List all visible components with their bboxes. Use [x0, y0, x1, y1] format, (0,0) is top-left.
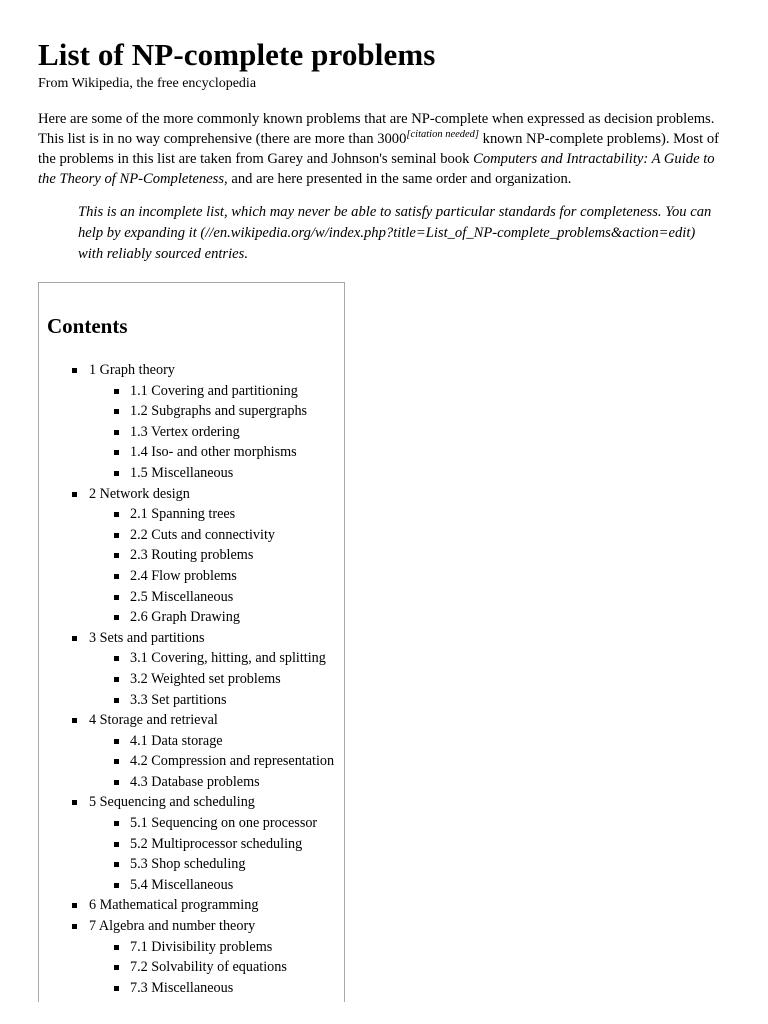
- toc-subsection-link[interactable]: 7.3 Miscellaneous: [130, 979, 234, 996]
- bullet-icon: [114, 986, 119, 991]
- toc-subsection-list: [89, 813, 336, 895]
- bullet-icon: [114, 389, 119, 394]
- bullet-icon: [114, 409, 119, 414]
- toc-subsection-list: [89, 504, 336, 628]
- toc-section: [47, 895, 336, 916]
- bullet-icon: [72, 718, 77, 723]
- toc-section: [47, 792, 336, 895]
- bullet-icon: [114, 512, 119, 517]
- bullet-icon: [114, 780, 119, 785]
- incomplete-list-notice: This is an incomplete list, which may never be able to satisfy particular standards for completeness. You can help by expanding it (//en.wikipedia.org/w/index.php?title=List_of_NP-complete_problems&action=edit) with reliably sourced entries.: [78, 204, 712, 262]
- toc-subsection: [89, 937, 336, 958]
- toc-subsection-link[interactable]: 3.3 Set partitions: [130, 691, 227, 708]
- toc-subsection: [89, 978, 336, 999]
- toc-subsection: [89, 875, 336, 896]
- bullet-icon: [114, 450, 119, 455]
- toc-subsection: [89, 607, 336, 628]
- toc-section-link[interactable]: 7 Algebra and number theory: [89, 918, 256, 935]
- toc-subsection: [89, 772, 336, 793]
- toc-subsection: [89, 731, 336, 752]
- toc-subsection-link[interactable]: 2.1 Spanning trees: [130, 506, 236, 523]
- toc-subsection-list: [89, 648, 336, 710]
- toc-section-link[interactable]: 5 Sequencing and scheduling: [89, 794, 255, 811]
- toc-heading: Contents: [47, 314, 128, 338]
- bullet-icon: [114, 656, 119, 661]
- bullet-icon: [114, 533, 119, 538]
- toc-section: [47, 628, 336, 710]
- toc-section-link[interactable]: 1 Graph theory: [89, 362, 175, 378]
- intro-paragraph: [38, 109, 728, 189]
- toc-subsection: [89, 813, 336, 834]
- toc-subsection: [89, 566, 336, 587]
- bullet-icon: [114, 677, 119, 682]
- toc-subsection: [89, 504, 336, 525]
- bullet-icon: [114, 471, 119, 476]
- toc-subsection-link[interactable]: 3.1 Covering, hitting, and splitting: [130, 650, 326, 667]
- bullet-icon: [114, 842, 119, 847]
- bullet-icon: [72, 492, 77, 497]
- toc-subsection-link[interactable]: 3.2 Weighted set problems: [130, 670, 281, 687]
- toc-subsection: [89, 422, 336, 443]
- bullet-icon: [114, 965, 119, 970]
- toc-section: [47, 916, 336, 998]
- bullet-icon: [114, 862, 119, 867]
- toc-subsection-list: [89, 937, 336, 999]
- toc-subsection: [89, 401, 336, 422]
- toc-subsection-link[interactable]: 1.1 Covering and partitioning: [130, 382, 298, 399]
- toc-section: [47, 710, 336, 792]
- bullet-icon: [114, 615, 119, 620]
- toc-subsection-link[interactable]: 7.1 Divisibility problems: [130, 938, 273, 955]
- toc-subsection: [89, 648, 336, 669]
- page-title: List of NP-complete problems: [38, 37, 436, 72]
- book-title: Computers and Intractability: A Guide to the Theory of NP-Completeness: [38, 151, 715, 187]
- table-of-contents: [38, 282, 345, 1002]
- intro-text-3: , and are here presented in the same order and organization.: [224, 171, 572, 187]
- toc-subsection-link[interactable]: 1.4 Iso- and other morphisms: [130, 444, 297, 461]
- toc-section-link[interactable]: 3 Sets and partitions: [89, 629, 205, 646]
- toc-subsection-list: [89, 381, 336, 484]
- toc-subsection-link[interactable]: 5.1 Sequencing on one processor: [130, 815, 318, 832]
- toc-subsection-link[interactable]: 4.3 Database problems: [130, 773, 260, 790]
- toc-subsection: [89, 957, 336, 978]
- bullet-icon: [72, 903, 77, 908]
- toc-subsection-link[interactable]: 1.5 Miscellaneous: [130, 464, 234, 481]
- toc-subsection-link[interactable]: 4.1 Data storage: [130, 732, 223, 749]
- bullet-icon: [114, 574, 119, 579]
- toc-subsection: [89, 669, 336, 690]
- bullet-icon: [114, 430, 119, 435]
- toc-subsection-link[interactable]: 1.2 Subgraphs and supergraphs: [130, 403, 308, 420]
- toc-section-link[interactable]: 2 Network design: [89, 485, 190, 502]
- bullet-icon: [72, 636, 77, 641]
- toc-section: [47, 360, 336, 484]
- toc-subsection: [89, 834, 336, 855]
- toc-subsection: [89, 854, 336, 875]
- toc-section: [47, 484, 336, 628]
- toc-subsection: [89, 751, 336, 772]
- toc-subsection-link[interactable]: 1.3 Vertex ordering: [130, 423, 240, 440]
- bullet-icon: [114, 883, 119, 888]
- toc-subsection-link[interactable]: 2.5 Miscellaneous: [130, 588, 234, 605]
- toc-subsection: [89, 690, 336, 711]
- bullet-icon: [114, 698, 119, 703]
- intro-text-2: known NP-complete problems). Most of the problems in this list are taken from Garey and Johnson's seminal book: [38, 131, 719, 167]
- bullet-icon: [72, 924, 77, 929]
- bullet-icon: [114, 945, 119, 950]
- toc-subsection-link[interactable]: 2.3 Routing problems: [130, 547, 254, 564]
- intro-text-1: Here are some of the more commonly known problems that are NP-complete when expressed as decision problems. This list is in no way comprehensive (there are more than 3000: [38, 111, 715, 147]
- citation-needed-link[interactable]: [citation needed]: [406, 129, 480, 140]
- toc-subsection-link[interactable]: 5.2 Multiprocessor scheduling: [130, 835, 303, 852]
- toc-subsection: [89, 442, 336, 463]
- bullet-icon: [114, 821, 119, 826]
- bullet-icon: [114, 595, 119, 600]
- toc-subsection: [89, 587, 336, 608]
- site-subtitle: From Wikipedia, the free encyclopedia: [38, 76, 257, 91]
- toc-subsection-link[interactable]: 2.2 Cuts and connectivity: [130, 526, 276, 543]
- bullet-icon: [114, 553, 119, 558]
- toc-subsection-link[interactable]: 2.4 Flow problems: [130, 567, 237, 584]
- toc-subsection-link[interactable]: 2.6 Graph Drawing: [130, 609, 240, 626]
- toc-list: [47, 360, 336, 998]
- toc-section-link[interactable]: 6 Mathematical programming: [89, 897, 259, 914]
- toc-subsection-list: [89, 731, 336, 793]
- toc-subsection-link[interactable]: 5.3 Shop scheduling: [130, 856, 246, 873]
- toc-subsection: [89, 545, 336, 566]
- bullet-icon: [114, 739, 119, 744]
- toc-section-link[interactable]: 4 Storage and retrieval: [89, 712, 218, 729]
- bullet-icon: [72, 800, 77, 805]
- toc-subsection: [89, 463, 336, 484]
- toc-subsection-link[interactable]: 4.2 Compression and representation: [130, 753, 335, 770]
- toc-subsection-link[interactable]: 7.2 Solvability of equations: [130, 959, 287, 976]
- toc-subsection: [89, 381, 336, 402]
- toc-subsection: [89, 525, 336, 546]
- toc-subsection-link[interactable]: 5.4 Miscellaneous: [130, 876, 234, 893]
- bullet-icon: [114, 759, 119, 764]
- bullet-icon: [72, 368, 77, 373]
